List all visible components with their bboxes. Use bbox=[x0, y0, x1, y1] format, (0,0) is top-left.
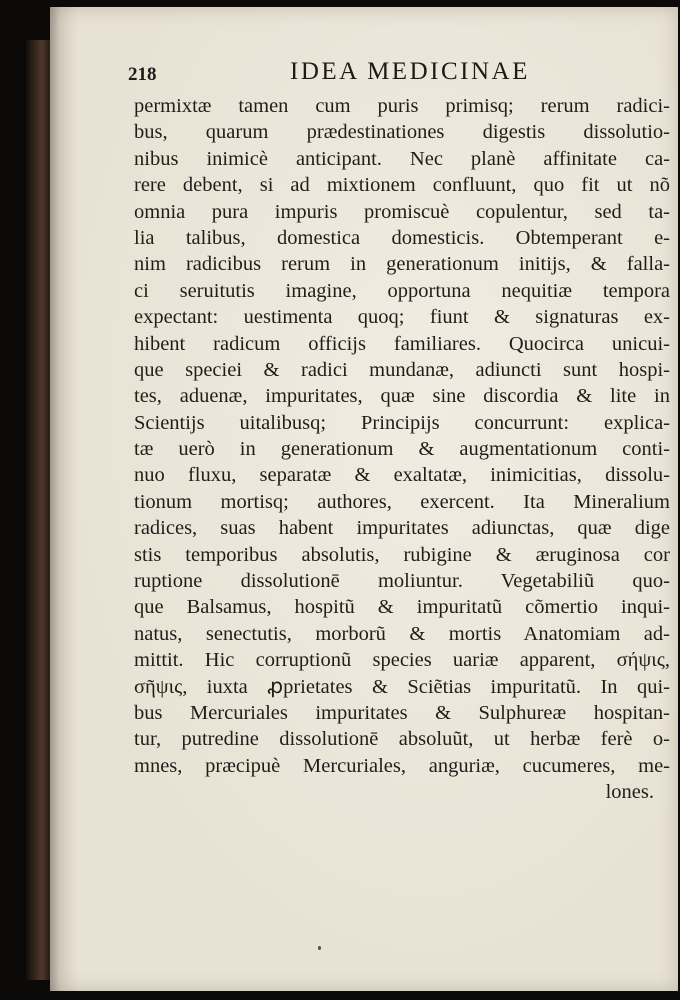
text-line: nim radicibus rerum in generationum initijs, & falla- bbox=[134, 253, 670, 276]
text-line: ruptione dissolutionē moliuntur. Vegetabiliũ quo- bbox=[134, 570, 670, 593]
text-line: Scientijs uitalibusq; Principijs concurrunt: explica- bbox=[134, 411, 670, 434]
text-line: rere debent, si ad mixtionem confluunt, quo fit ut nõ bbox=[134, 174, 670, 197]
text-line: que speciei & radici mundanæ, adiuncti sunt hospi- bbox=[134, 358, 670, 381]
text-line: bus, quarum prædestinationes digestis dissolutio- bbox=[134, 121, 670, 144]
text-line: natus, senectutis, morborũ & mortis Anatomiam ad- bbox=[134, 622, 670, 645]
text-line-final: lones. bbox=[605, 781, 654, 804]
text-line: tur, putredine dissolutionē absoluũt, ut herbæ ferè o- bbox=[134, 728, 670, 751]
text-line: radices, suas habent impuritates adiunctas, quæ dige bbox=[134, 517, 670, 540]
text-line: expectant: uestimenta quoq; fiunt & signaturas ex- bbox=[134, 306, 670, 329]
text-line: tionum mortisq; authores, exercent. Ita Mineralium bbox=[134, 490, 670, 513]
text-line: tes, aduenæ, impuritates, quæ sine discordia & lite in bbox=[134, 385, 670, 408]
running-head: IDEA MEDICINAE bbox=[290, 58, 530, 85]
text-line: σῆψις, iuxta ꝓprietates & Sciẽtias impuritatũ. In qui- bbox=[134, 675, 670, 698]
text-line: que Balsamus, hospitũ & impuritatũ cõmertio inqui- bbox=[134, 596, 670, 619]
text-line: lia talibus, domestica domesticis. Obtemperant e- bbox=[134, 226, 670, 249]
text-line: nibus inimicè anticipant. Nec planè affinitate ca- bbox=[134, 147, 670, 170]
text-line: bus Mercuriales impuritates & Sulphureæ hospitan- bbox=[134, 701, 670, 724]
page-header bbox=[128, 58, 588, 92]
text-line: omnia pura impuris promiscuè copulentur, sed ta- bbox=[134, 200, 670, 223]
text-line: tæ uerò in generationum & augmentationum conti- bbox=[134, 438, 670, 461]
text-line: ci seruitutis imagine, opportuna nequitiæ tempora bbox=[134, 279, 670, 302]
page-number: 218 bbox=[128, 64, 157, 85]
binding-edge bbox=[24, 40, 50, 980]
text-line: stis temporibus absolutis, rubigine & æruginosa cor bbox=[134, 543, 670, 566]
text-line: permixtæ tamen cum puris primisq; rerum radici- bbox=[134, 95, 670, 117]
text-line: hibent radicum officijs familiares. Quocirca unicui- bbox=[134, 332, 670, 355]
ink-speck bbox=[318, 946, 321, 950]
text-line: mittit. Hic corruptionũ species uariæ apparent, σήψις, bbox=[134, 649, 670, 672]
body-text bbox=[134, 93, 670, 806]
text-line: nuo fluxu, separatæ & exaltatæ, inimicitias, dissolu- bbox=[134, 464, 670, 487]
text-line: mnes, præcipuè Mercuriales, anguriæ, cucumeres, me- bbox=[134, 754, 670, 777]
